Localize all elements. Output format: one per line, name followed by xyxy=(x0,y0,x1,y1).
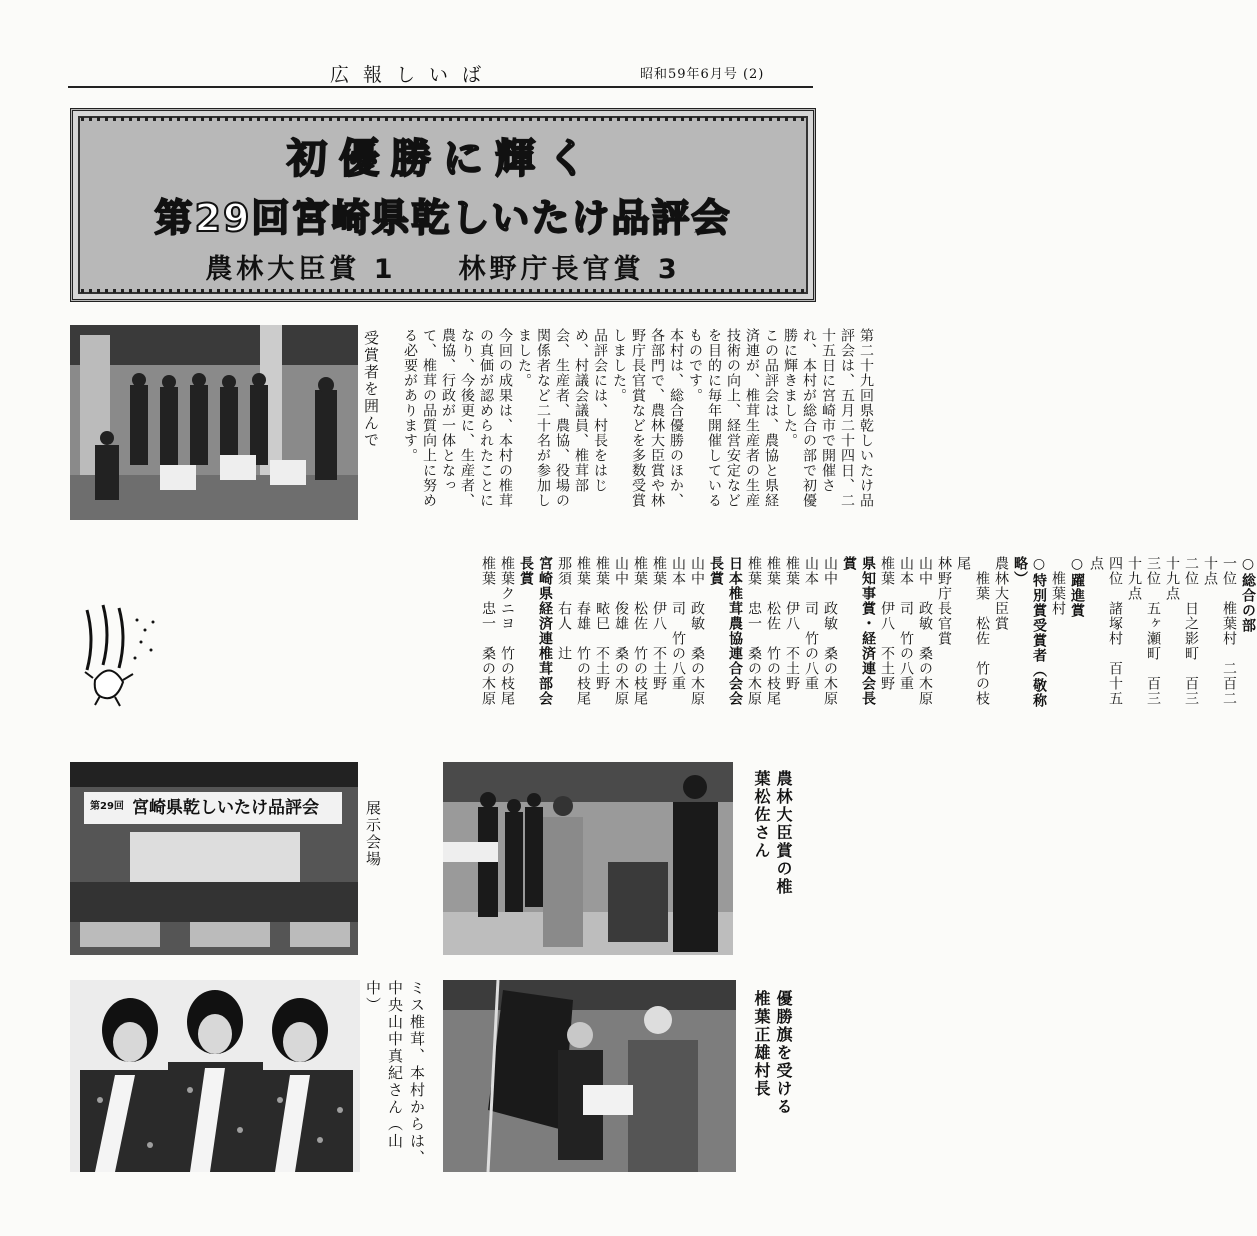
caption-victory-flag: 優勝旗を受ける椎葉正雄村長 xyxy=(752,990,793,1116)
results-entry: 椎葉 伊八 不土野 xyxy=(879,556,895,691)
article-paragraph: この品評会は、農協と県経済連が、椎茸生産者の生産技術の向上、経営安定などを目的に毎年開催しているものです。 xyxy=(687,328,779,508)
headline-box xyxy=(70,108,816,302)
results-section-heading: ○総合の部 xyxy=(1240,556,1256,633)
publication-title: 広報しいば xyxy=(330,64,496,86)
caption-award-ceremony: 農林大臣賞の椎葉松佐さん xyxy=(752,770,793,896)
results-entry: 山本 司 竹の八重 xyxy=(898,556,914,691)
victory-flag-photo xyxy=(443,980,736,1172)
headline-line3: 農林大臣賞 1 林野庁長官賞 3 xyxy=(205,254,681,285)
decorative-border-bottom xyxy=(81,289,805,293)
results-section-heading: ○特別賞受賞者（敬称略） xyxy=(1012,556,1047,708)
article-paragraph: 第二十九回県乾しいたけ品評会は、五月二十四日、二十五日に宮崎市で開催され、本村が総合の部で初優勝に輝きました。 xyxy=(782,328,874,508)
results-entry: 山中 政敏 桑の木原 xyxy=(689,556,705,706)
results-entry: 椎葉 忠一 桑の木原 xyxy=(480,556,496,706)
results-entry: 椎葉 忠一 桑の木原 xyxy=(746,556,762,706)
group-photo xyxy=(70,325,358,520)
results-entry: 四位 諸塚村 百十五点 xyxy=(1088,556,1123,706)
header-rule xyxy=(68,86,813,88)
mushroom-illustration xyxy=(75,600,165,710)
results-entry: 一位 椎葉村 二百二十点 xyxy=(1202,556,1237,706)
results-entry: 二位 日之影町 百三十九点 xyxy=(1164,556,1199,706)
article-body xyxy=(400,328,875,520)
exhibit-banner-title: 宮崎県乾しいたけ品評会 xyxy=(132,798,319,818)
results-entry: 椎葉村 xyxy=(1050,556,1066,616)
results-section-heading: 日本椎茸農協連合会会長賞 xyxy=(708,556,743,706)
exhibit-banner-prefix: 第29回 xyxy=(90,801,124,812)
results-section-heading: 宮崎県経済連椎茸部会長賞 xyxy=(518,556,553,706)
results-section-heading: ○躍進賞 xyxy=(1069,556,1085,618)
results-entry: 椎葉 松佐 竹の枝尾 xyxy=(955,556,990,706)
results-entry: 椎葉クニヨ 竹の枝尾 xyxy=(499,556,515,706)
results-entry: 椎葉 春雄 竹の枝尾 xyxy=(575,556,591,706)
results-entry: 山中 政敏 桑の木原 xyxy=(917,556,933,706)
results-entry: 山本 司 竹の八重 xyxy=(670,556,686,691)
caption-miss-shiitake: ミス椎茸、本村からは、中央山中真紀さん（山中） xyxy=(364,980,426,1167)
caption-group-photo: 受賞者を囲んで xyxy=(362,330,380,449)
results-section-heading: 県知事賞・経済連会長賞 xyxy=(841,556,876,706)
results-entry: 椎葉 畩巳 不土野 xyxy=(594,556,610,691)
results-entry: 農林大臣賞 xyxy=(993,556,1009,631)
results-entry: 椎葉 松佐 竹の枝尾 xyxy=(632,556,648,706)
article-paragraph: 本村は、総合優勝のほか、各部門で、農林大臣賞や林野庁長官賞などを多数受賞しました。 xyxy=(611,328,684,508)
results-entry: 山本 司 竹の八重 xyxy=(803,556,819,691)
results-entry: 椎葉 松佐 竹の枝尾 xyxy=(765,556,781,706)
results-entry: 三位 五ヶ瀬町 百三十九点 xyxy=(1126,556,1161,706)
results-entry: 山中 政敏 桑の木原 xyxy=(822,556,838,706)
article-paragraph: 品評会には、村長をはじめ、村議会議員、椎茸部会、生産者、農協、役場の関係者など二十名が参加しました。 xyxy=(516,328,608,508)
results-entry: 椎葉 伊八 不土野 xyxy=(651,556,667,691)
caption-exhibit-hall: 展示会場 xyxy=(364,800,382,868)
exhibit-hall-photo xyxy=(70,762,358,955)
results-entry: 椎葉 伊八 不土野 xyxy=(784,556,800,691)
miss-shiitake-photo xyxy=(70,980,360,1172)
award-ceremony-photo xyxy=(443,762,733,955)
results-list xyxy=(478,556,1257,716)
decorative-border-top xyxy=(81,117,805,121)
article-paragraph: 今回の成果は、本村の椎茸の真価が認められたことになり、今後更に、生産者、農協、行政が一体となって、椎茸の品質向上に努める必要があります。 xyxy=(402,328,513,508)
results-entry: 那須 右人 辻 xyxy=(556,556,572,661)
headline-line1: 初優勝に輝く xyxy=(287,136,599,182)
results-entry: 林野庁長官賞 xyxy=(936,556,952,646)
issue-date: 昭和59年6月号 (2) xyxy=(640,67,765,82)
headline-line2: 第29回宮崎県乾しいたけ品評会 xyxy=(154,196,732,240)
results-entry: 山中 俊雄 桑の木原 xyxy=(613,556,629,706)
